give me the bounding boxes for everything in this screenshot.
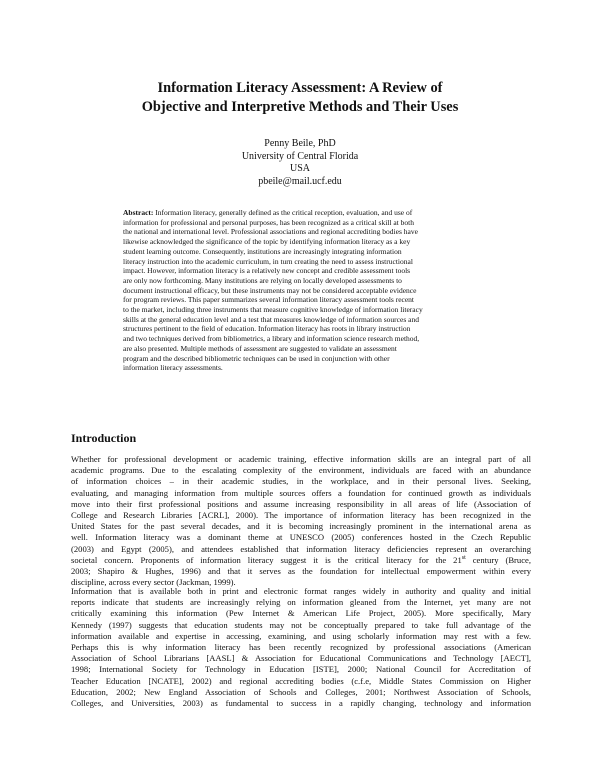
body-line: Education, 2002; New England Association of Schools and Colleges, 2001; Northwest Association of Schools, <box>71 686 531 697</box>
abstract-line: information literacy assessments. <box>123 363 223 373</box>
superscript: st <box>461 554 466 561</box>
body-line: Perhaps this is why information literacy has been recently recognized by professional associations (American <box>71 642 531 653</box>
body-line: reports indicate that students are increasingly relying on information gleaned from the Internet, yet many are not <box>71 597 531 608</box>
author-email[interactable]: pbeile@mail.ucf.edu <box>258 175 342 187</box>
author-country: USA <box>289 163 310 174</box>
abstract-line: likewise acknowledged the significance of the topic by identifying information literacy as a key <box>123 237 411 247</box>
abstract-line: to the market, including three instruments that measure cognitive knowledge of information literacy <box>123 305 423 315</box>
body-line: discipline, across every sector (Jackman, 1999). <box>71 577 236 588</box>
body-line-part: century (Bruce, <box>465 554 531 565</box>
body-line: Kennedy (1997) suggests that education students may not be conceptually prepared to take full advantage of the <box>71 619 531 630</box>
body-line: Association of School Librarians [AASL] & Association for Educational Communications and Technology [AECT], <box>71 653 531 664</box>
abstract-line: skills at the general education level and a test that measures knowledge of information sources and <box>123 314 419 324</box>
body-line: academic programs. Due to the escalating complexity of the environment, individuals are faced with an abundance <box>71 465 531 476</box>
intro-paragraph-1 <box>71 454 531 588</box>
body-line: Colleges, and Universities, 2003) as fundamental to success in a rapidly changing, technology and information <box>71 698 531 709</box>
author-affiliation: University of Central Florida <box>241 150 359 162</box>
body-line: College and Research Libraries [ACRL], 2000). The importance of information literacy has been recognized in the <box>71 510 531 521</box>
body-line: critically examining this information (Pew Internet & American Life Project, 2005). More specifically, Mary <box>71 608 531 619</box>
paper-title <box>40 79 560 117</box>
body-line: (2003) and Egypt (2005), and attendees established that information literacy deficiencies represent an overarching <box>71 543 531 554</box>
abstract-line: document instructional efficacy, but these instruments may not be considered acceptable evidence <box>123 285 417 295</box>
body-line: evaluating, and managing information from multiple sources offers a foundation for continued growth as individuals <box>71 487 531 498</box>
title-line-1: Information Literacy Assessment: A Review of <box>157 80 443 96</box>
body-line-part: societal concern. Proponents of information literacy suggest it is the critical literacy for the 21 <box>71 554 462 565</box>
abstract-line: and two techniques derived from bibliometrics, a library and information science research method, <box>123 334 420 344</box>
abstract-line: the national and international level. Professional associations and regional accrediting bodies have <box>123 227 418 237</box>
author-block <box>100 138 500 188</box>
abstract-line: for program reviews. This paper summarizes several information literacy assessment tools recent <box>123 295 415 305</box>
abstract-line: literacy instruction into the academic curriculum, in turn creating the need to assess instructional <box>123 256 413 266</box>
body-line: Teacher Education [NCATE], 2002) and regional accrediting bodies (c.f.e, Middle States Commission on Higher <box>71 675 531 686</box>
body-line: information available and expertise in accessing, examining, and using scholarly information may rest with a few. <box>71 630 531 641</box>
body-line: Whether for professional development or academic training, effective information skills are an integral part of all <box>71 454 531 464</box>
author-name: Penny Beile, PhD <box>264 138 336 149</box>
abstract-line: impact. However, information literacy is a relatively new concept and credible assessment tools <box>123 266 411 276</box>
abstract-line: structures pertinent to the field of education. Information literacy has roots in library instruction <box>123 324 411 334</box>
abstract-line: are only now forthcoming. Many institutions are relying on locally developed assessments to <box>123 275 402 285</box>
body-line: move into their first professional positions and assume increasing responsibility in all areas of life (Association of <box>71 498 531 509</box>
abstract-line: information for professional and personal purposes, has been recognized as a critical skill at both <box>123 217 414 227</box>
abstract-line: program and the described bibliometric techniques can be used in conjunction with other <box>123 353 390 363</box>
abstract-line-0 <box>123 208 483 218</box>
section-heading-introduction: Introduction <box>71 431 137 445</box>
body-line-with-superscript <box>71 555 531 566</box>
body-line: 1998; International Society for Technology in Education [ISTE], 2000; National Council for Accreditation of <box>71 664 531 675</box>
abstract-line: student learning outcome. Consequently, institutions are increasingly integrating information <box>123 246 402 256</box>
title-line-2: Objective and Interpretive Methods and Their Uses <box>141 99 459 115</box>
body-line: 2003; Shapiro & Hughes, 1996) and that it serves as the foundation for intellectual empowerment within every <box>71 566 531 577</box>
body-line: well. Information literacy was a dominant theme at UNESCO (2005) conferences hosted in the Czech Republic <box>71 532 531 543</box>
body-line: of information choices – in their academic studies, in the workplace, and in their personal lives. Seeking, <box>71 476 531 487</box>
abstract <box>123 208 483 373</box>
abstract-line: Information literacy, generally defined as the critical reception, evaluation, and use of <box>155 208 413 217</box>
body-line: Information that is available both in print and electronic format ranges widely in authority and quality and initial <box>71 586 531 596</box>
abstract-label: Abstract: <box>123 208 154 217</box>
abstract-line: are also presented. Multiple methods of assessment are suggested to validate an assessment <box>123 343 397 353</box>
intro-paragraph-2 <box>71 586 531 709</box>
body-line: United States for the past several decades, and it is becoming increasingly prominent in the international arena as <box>71 521 531 532</box>
